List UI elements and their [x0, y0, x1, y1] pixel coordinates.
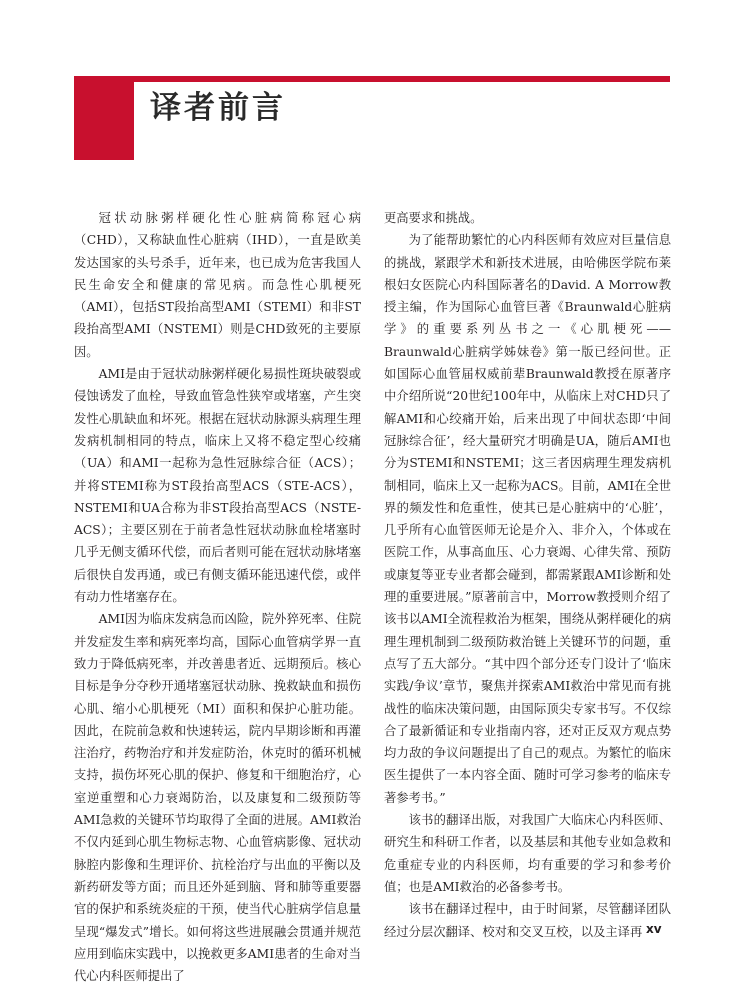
paragraph: 该书的翻译出版，对我国广大临床心内科医师、研究生和科研工作者，以及基层和其他专业如急救和危重症专业的内科医师，均有重要的学习和参考价值；也是AMI救治的必备参考书。: [384, 813, 671, 894]
paragraph: AMI是由于冠状动脉粥样硬化易损性斑块破裂或侵蚀诱发了血栓，导致血管急性狭窄或堵塞，产生突发性心肌缺血和坏死。根据在冠状动脉源头病理生理发病机制相同的特点，临床上又将不稳定型心绞痛（UA）和AMI一起称为急性冠脉综合征（ACS）；并将STEMI称为ST段抬高型ACS（STE-ACS），NSTEMI和UA合称为非ST段抬高型ACS（NSTE-ACS）；主要区别在于前者急性冠状动脉血栓堵塞时几乎无侧支循环代偿，而后者则可能在冠状动脉堵塞后很快自发再通，或已有侧支循环能迅速代偿，或伴有动力性堵塞存在。: [74, 367, 361, 605]
paragraph: 该书在翻译过程中，由于时间紧，尽管翻译团队经过分层次翻译、校对和交叉互校，以及主译再: [384, 902, 671, 939]
paragraph: AMI因为临床发病急而凶险，院外猝死率、住院并发症发生率和病死率均高，国际心血管病学界一直致力于降低病死率，并改善患者近、远期预后。核心目标是争分夺秒开通堵塞冠状动脉、挽救缺血和损伤心肌、缩小心肌梗死（MI）面积和保护心脏功能。因此，在院前急救和快速转运，院内早期诊断和再灌注治疗，药物治疗和并发症防治，休克时的循环机械支持，损伤坏死心肌的保护、修复和干细胞治疗，心室逆重塑和心力衰竭防治，以及康复和二级预防等AMI急救的关键环节均取得了全面的进展。AMI救治不仅内延到心肌生物标志物、心血管病影像、冠状动脉腔内影像和生理评价、抗栓治疗与出血的平衡以及新药研发等方面；而且还外延到脑、肾和肺等重要器官的保护和系统炎症的干预，使当代心脏病学信息量呈现“爆发式”增长。如何将这些进展融会贯通并规范应用到临床实践中，以挽救更多AMI患者的生命对当代心内科医师提出了: [74, 612, 361, 984]
page-number: xv: [646, 922, 662, 936]
right-column: [384, 207, 671, 943]
paragraph: 为了能帮助繁忙的心内科医师有效应对巨量信息的挑战，紧跟学术和新技术进展，由哈佛医学院布莱根妇女医院心内科国际著名的David. A Morrow教授主编，作为国际心血管巨著《Braunwald心脏病学》的重要系列丛书之一《心肌梗死——Braunwald心脏病学姊妹卷》第一版已经问世。正如国际心血管届权威前辈Braunwald教授在原著序中介绍所说“20世纪100年中，从临床上对CHD只了解AMI和心绞痛开始，后来出现了中间状态即‘中间冠脉综合征’，经大量研究才明确是UA，随后AMI也分为STEMI和NSTEMI；这三者因病理生理发病机制相同，临床上又一起称为ACS。目前，AMI在全世界的频发性和危重性，使其已是心脏病中的‘心脏’，几乎所有心血管医师无论是介入、非介入，个体或在医院工作，从事高血压、心力衰竭、心律失常、预防或康复等亚专业者都会碰到，都需紧跟AMI诊断和处理的重要进展。”原著前言中，Morrow教授则介绍了该书以AMI全流程救治为框架，围绕从粥样硬化的病理生理机制到二级预防救治链上关键环节的问题，重点写了五大部分。“其中四个部分还专门设计了‘临床实践/争议’章节，聚焦并探索AMI救治中常见而有挑战性的临床决策问题，由国际顶尖专家书写。不仅综合了最新循证和专业指南内容，还对正反双方观点势均力敌的争议问题提出了自己的观点。为繁忙的临床医生提供了一本内容全面、随时可学习参考的临床专著参考书。”: [384, 233, 671, 805]
paragraph-continued: 更高要求和挑战。: [384, 211, 483, 225]
title-accent-block: [74, 76, 134, 160]
header-rule: [134, 76, 670, 82]
paragraph: 冠状动脉粥样硬化性心脏病简称冠心病（CHD），又称缺血性心脏病（IHD），一直是欧美发达国家的头号杀手，近年来，也已成为危害我国人民生命安全和健康的常见病。而急性心肌梗死（AMI），包括ST段抬高型AMI（STEMI）和非ST段抬高型AMI（NSTEMI）则是CHD致死的主要原因。: [74, 211, 361, 359]
page-title: 译者前言: [150, 90, 286, 126]
left-column: [74, 207, 361, 987]
